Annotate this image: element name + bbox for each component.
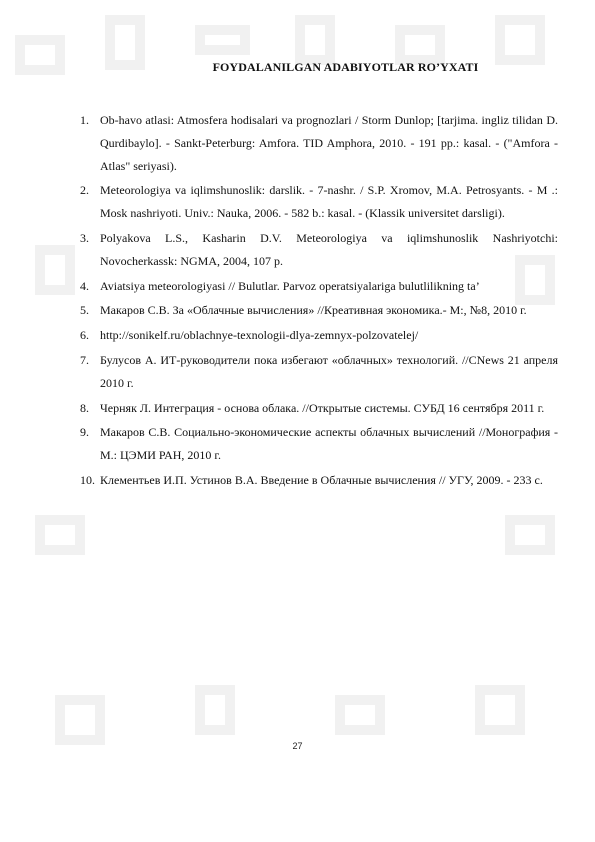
reference-item-4 <box>80 275 558 298</box>
reference-item-10 <box>80 469 558 492</box>
reference-text: Клементьев И.П. Устинов В.А. Введение в Облачные вычисления // УГУ, 2009. - 233 с. <box>100 472 543 487</box>
reference-text: Aviatsiya meteorologiyasi // Bulutlar. Parvoz operatsiyalariga bulutlilikning ta’ <box>100 278 480 293</box>
reference-number: 8. <box>80 400 89 415</box>
reference-item-2 <box>80 179 558 225</box>
reference-text: Polyakova L.S., Kasharin D.V. Meteorologiya va iqlimshunoslik Nashriyotchi: Novocherkassk: NGMA, 2004, 107 p. <box>100 230 558 268</box>
reference-text: http://sonikelf.ru/oblachnye-texnologii-dlya-zemnyx-polzovatelej/ <box>100 328 419 343</box>
reference-text: Макаров С.В. Социально-экономические аспекты облачных вычислений //Монография - М.: ЦЭМИ РАН, 2010 г. <box>100 425 558 463</box>
reference-number: 6. <box>80 328 89 343</box>
reference-item-5 <box>80 299 558 322</box>
reference-number: 10. <box>80 472 95 487</box>
reference-item-8 <box>80 397 558 420</box>
reference-item-9 <box>80 421 558 467</box>
page-number: 27 <box>292 741 303 751</box>
reference-item-6 <box>80 324 558 347</box>
reference-text: Meteorologiya va iqlimshunoslik: darslik. - 7-nashr. / S.P. Xromov, M.A. Petrosyants. - M .: Mosk nashriyoti. Univ.: Nauka, 2006. - 582 b.: kasal. - (Klassik universitet darsligi). <box>100 183 558 221</box>
reference-number: 3. <box>80 230 89 245</box>
reference-number: 2. <box>80 183 89 198</box>
reference-item-1 <box>80 109 558 177</box>
reference-text: Макаров С.В. За «Облачные вычисления» //Креативная экономика.- М:, №8, 2010 г. <box>100 303 527 318</box>
reference-number: 7. <box>80 352 89 367</box>
reference-text: Черняк Л. Интеграция - основа облака. //Открытые системы. СУБД 16 сентября 2011 г. <box>100 400 545 415</box>
reference-item-3 <box>80 227 558 273</box>
reference-number: 9. <box>80 425 89 440</box>
reference-number: 1. <box>80 113 89 127</box>
page-title: FOYDALANILGAN ADABIYOTLAR RO’YXATI <box>212 60 479 74</box>
reference-list <box>80 109 558 494</box>
reference-text: Ob-havo atlasi: Atmosfera hodisalari va prognozlari / Storm Dunlop; [tarjima. ingliz tilidan D. Qurdibaylo]. - Sankt-Peterburg: Amfora. TID Amphora, 2010. - 191 pp.: kasal. - ("Amfora - Atlas" seriyasi). <box>100 113 558 173</box>
reference-number: 4. <box>80 278 89 293</box>
reference-number: 5. <box>80 303 89 318</box>
reference-item-7 <box>80 349 558 395</box>
reference-text: Булусов А. ИТ-руководители пока избегают «облачных» технологий. //CNews 21 апреля 2010 г. <box>100 352 558 390</box>
